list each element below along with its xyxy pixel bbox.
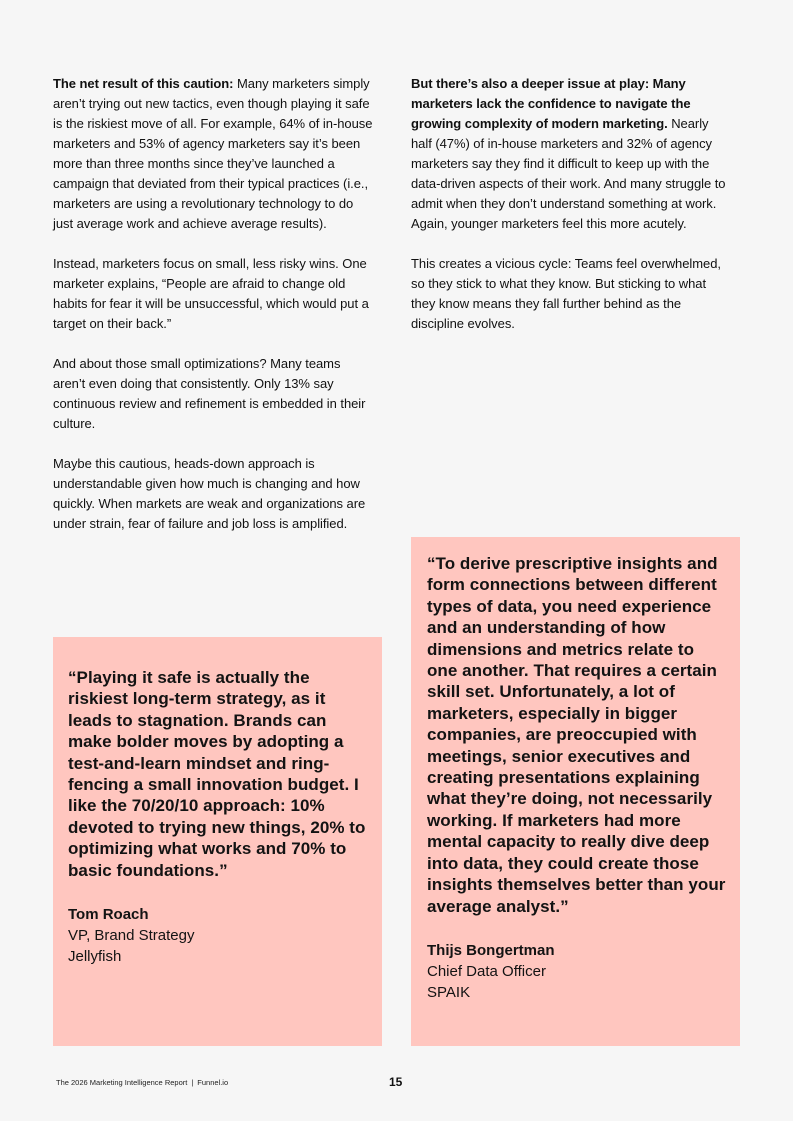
quote-author-title: VP, Brand Strategy xyxy=(68,927,195,945)
page-number: 15 xyxy=(389,1075,403,1089)
right-column xyxy=(411,74,729,354)
paragraph-vicious-cycle: This creates a vicious cycle: Teams feel overwhelmed, so they stick to what they know. But sticking to what they know means they fall further behind as the discipline evolves. xyxy=(411,256,721,331)
paragraph-lead: But there’s also a deeper issue at play: Many marketers lack the confidence to navigate the growing complexity of modern marketing. xyxy=(411,76,691,131)
footer-separator: | xyxy=(191,1078,194,1087)
quote-attribution xyxy=(427,940,728,1003)
paragraph-body: Nearly half (47%) of in-house marketers and 32% of agency marketers say they find it difficult to keep up with the data-driven aspects of their work. And many struggle to admit when they don’t understand something at work. Again, younger marketers feel this more acutely. xyxy=(411,116,726,231)
pull-quote-card-thijs-bongertman xyxy=(411,537,740,1046)
paragraph-body: Many marketers simply aren’t trying out new tactics, even though playing it safe is the riskiest move of all. For example, 64% of in-house marketers and 53% of agency marketers say it’s been more than three months since they’ve launched a campaign that deviated from their typical practices (i.e., marketers are using a revolutionary technology to do just average work and achieve average results). xyxy=(53,76,373,231)
paragraph-small-wins: Instead, marketers focus on small, less risky wins. One marketer explains, “People are afraid to change old habits for fear it will be unsuccessful, which would put a target on their back.” xyxy=(53,256,369,331)
quote-author-title: Chief Data Officer xyxy=(427,962,546,980)
paragraph-net-result xyxy=(53,74,375,234)
footer-brand: Funnel.io xyxy=(197,1078,229,1087)
quote-author-name: Tom Roach xyxy=(68,906,149,924)
quote-attribution xyxy=(68,904,368,967)
paragraph-cautious-approach: Maybe this cautious, heads-down approach is understandable given how much is changing and how quickly. When markets are weak and organizations are under strain, fear of failure and job loss is amplified. xyxy=(53,456,366,531)
quote-author-company: SPAIK xyxy=(427,983,471,1001)
quote-author-name: Thijs Bongertman xyxy=(427,941,555,959)
pull-quote-card-tom-roach xyxy=(53,637,382,1046)
left-column xyxy=(53,74,375,554)
paragraph-small-optimizations: And about those small optimizations? Many teams aren’t even doing that consistently. Only 13% say continuous review and refinement is embedded in their culture. xyxy=(53,356,366,431)
pull-quote-text: “Playing it safe is actually the riskiest long-term strategy, as it leads to stagnation. Brands can make bolder moves by adopting a test-and-learn mindset and ring-fencing a small innovation budget. I like the 70/20/10 approach: 10% devoted to trying new things, 20% to optimizing what works and 70% to basic foundations.” xyxy=(68,668,366,880)
footer-report-title: The 2026 Marketing Intelligence Report xyxy=(56,1078,188,1087)
quote-author-company: Jellyfish xyxy=(68,948,122,966)
pull-quote-text: “To derive prescriptive insights and form connections between different types of data, you need experience and an understanding of how dimensions and metrics relate to one another. That requires a certain skill set. Unfortunately, a lot of marketers, especially in bigger companies, are preoccupied with meetings, senior executives and creating presentations explaining what they’re doing, not necessarily working. If marketers had more mental capacity to really dive deep into data, they could create those insights themselves better than your average analyst.” xyxy=(427,554,726,916)
paragraph-deeper-issue xyxy=(411,74,729,234)
footer-report-label xyxy=(56,1078,228,1088)
paragraph-lead: The net result of this caution: xyxy=(53,76,234,91)
